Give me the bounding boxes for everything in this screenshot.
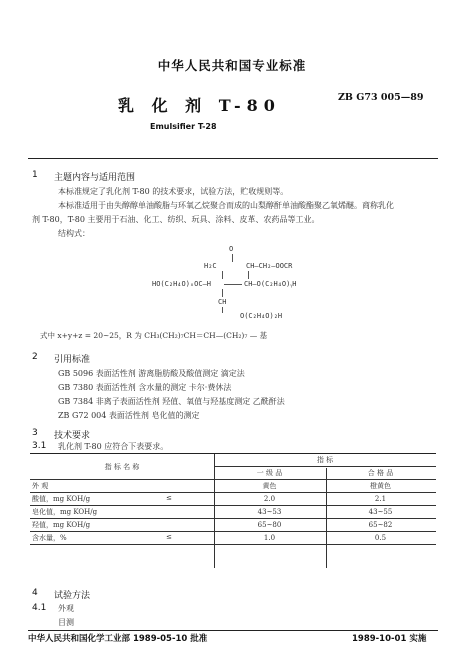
section-2-heading: 引用标准 bbox=[54, 355, 91, 365]
clause-3-1-number: 3.1 bbox=[32, 441, 47, 451]
formula-bond bbox=[222, 289, 223, 297]
clause-3-1-text: 乳化剂 T-80 应符合下表要求。 bbox=[58, 442, 169, 451]
table-cell-name: 皂化值，mg KOH/g bbox=[30, 506, 214, 519]
table-cell-qualified: 0.5 bbox=[325, 532, 436, 545]
table-header-qualified: 合 格 品 bbox=[325, 467, 436, 480]
table-row bbox=[30, 480, 436, 493]
section-3-heading: 技术要求 bbox=[54, 431, 91, 441]
reference-item: GB 7384 非离子表面活性剂 羟值、氧值与羟基度测定 乙酰酐法 bbox=[58, 397, 285, 406]
table-cell-qualified: 43~55 bbox=[325, 506, 436, 519]
footer-rule bbox=[28, 630, 438, 631]
section-2-number: 2 bbox=[32, 352, 38, 362]
formula-right-mid: CH—O(C₂H₄O)ᵧH bbox=[244, 280, 297, 288]
reference-item: GB 5096 表面活性剂 游离脂肪酸及酸值测定 滴定法 bbox=[58, 369, 245, 378]
implementation-date: 1989-10-01 实施 bbox=[352, 634, 427, 644]
section-1-paragraph-1: 本标准规定了乳化剂 T-80 的技术要求，试验方法，贮收规则等。 bbox=[58, 187, 289, 196]
formula-left-mid: HO(C₂H₄O)ₓOC—H bbox=[152, 280, 212, 288]
formula-bond bbox=[232, 254, 233, 262]
section-4-number: 4 bbox=[32, 588, 38, 598]
table-vertical-rule bbox=[326, 468, 327, 568]
table-cell-first: 43~53 bbox=[214, 506, 325, 519]
section-3-number: 3 bbox=[32, 428, 38, 438]
table-cell-qualified: 65~82 bbox=[325, 519, 436, 532]
formula-bond bbox=[222, 307, 223, 313]
reference-item: ZB G72 004 表面活性剂 皂化值的测定 bbox=[58, 411, 200, 420]
table-cell-first: 2.0 bbox=[214, 493, 325, 506]
document-title: 乳 化 剂 T-80 bbox=[118, 96, 281, 115]
table-cell-name: 含水量，% ≤ bbox=[30, 532, 214, 545]
section-1-number: 1 bbox=[32, 170, 38, 180]
clause-4-1-subtext: 目测 bbox=[58, 618, 74, 627]
section-4-heading: 试验方法 bbox=[54, 591, 91, 601]
table-row bbox=[30, 519, 436, 532]
table-cell-first: 65~80 bbox=[214, 519, 325, 532]
formula-bond bbox=[222, 271, 223, 279]
table-vertical-rule bbox=[214, 454, 215, 568]
standard-type-heading: 中华人民共和国专业标准 bbox=[157, 58, 307, 73]
table-cell-name: 酸值，mg KOH/g ≤ bbox=[30, 493, 214, 506]
section-1-heading: 主题内容与适用范围 bbox=[54, 173, 136, 183]
formula-note: 式中 x+y+z = 20~25，R 为 CH₃(CH₂)₇CH＝CH—(CH₂)₇ — 基 bbox=[40, 331, 268, 340]
table-row bbox=[30, 506, 436, 519]
table-cell-first: 1.0 bbox=[214, 532, 325, 545]
table-header-row bbox=[30, 454, 436, 467]
formula-bond bbox=[248, 271, 249, 279]
table-header-group: 指 标 bbox=[214, 454, 436, 467]
formula-bottom-right: O(C₂H₄O)₂H bbox=[240, 312, 283, 320]
clause-4-1-text: 外观 bbox=[58, 604, 74, 613]
approval-statement: 中华人民共和国化学工业部 1989-05-10 批准 bbox=[28, 634, 208, 644]
table-header-item: 指 标 名 称 bbox=[30, 454, 214, 480]
table-header-first-grade: 一 级 品 bbox=[214, 467, 325, 480]
formula-oxygen: O bbox=[229, 245, 234, 253]
standard-code: ZB G73 005—89 bbox=[338, 92, 424, 103]
document-title-english: Emulsifier T-28 bbox=[150, 122, 217, 131]
formula-right-top: CH—CH₂—OOCR bbox=[246, 262, 293, 270]
structure-label: 结构式： bbox=[58, 229, 90, 238]
section-1-paragraph-2b: 剂 T-80，T-80 主要用于石油、化工、纺织、玩具、涂料、皮革、农药品等工业。 bbox=[32, 215, 320, 224]
formula-left-top: H₂C bbox=[204, 262, 217, 270]
table-cell-name: 外 观 bbox=[30, 480, 214, 493]
table-cell-qualified: 橙黄色 bbox=[325, 480, 436, 493]
table-cell-qualified: 2.1 bbox=[325, 493, 436, 506]
section-1-paragraph-2a: 本标准适用于由失醇醇单油酸脂与环氧乙烷聚合而成的山梨醇酐单油酸酯聚乙氧烯醚。商称乳化 bbox=[58, 201, 394, 210]
formula-bottom: CH bbox=[218, 298, 227, 306]
header-rule bbox=[28, 158, 438, 159]
reference-item: GB 7380 表面活性剂 含水量的测定 卡尔·费休法 bbox=[58, 383, 232, 392]
table-row bbox=[30, 532, 436, 545]
formula-bond bbox=[224, 284, 242, 285]
clause-4-1-number: 4.1 bbox=[32, 603, 47, 613]
specification-table bbox=[30, 454, 436, 545]
table-row bbox=[30, 493, 436, 506]
table-cell-name: 羟值，mg KOH/g bbox=[30, 519, 214, 532]
table-cell-first: 黄色 bbox=[214, 480, 325, 493]
